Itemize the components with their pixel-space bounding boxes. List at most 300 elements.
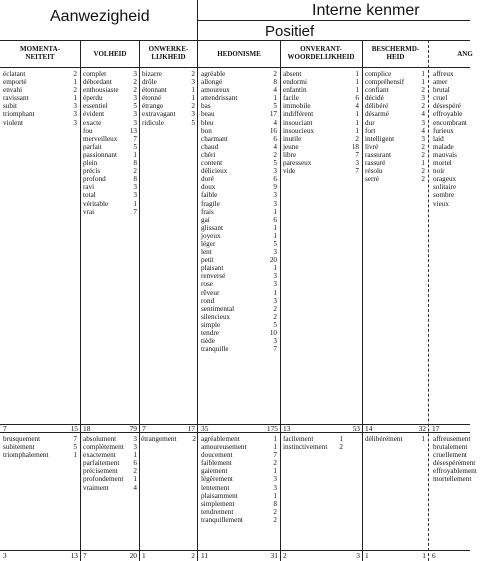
adverb-row xyxy=(3,435,77,443)
adverb-row xyxy=(201,475,277,483)
word-list-hedonisme xyxy=(201,70,277,353)
word-row xyxy=(83,167,137,175)
word-word: noir xyxy=(433,167,445,176)
adverb-count: 3 xyxy=(133,443,137,452)
word-row xyxy=(83,208,137,216)
word-count: 3 xyxy=(273,167,277,176)
word-word: inutile xyxy=(283,134,302,143)
total-momentaneiteit: 7 15 xyxy=(3,424,78,433)
word-word: mortel xyxy=(433,159,452,168)
word-row xyxy=(283,167,359,175)
word-row xyxy=(433,110,493,118)
word-word: éperdu xyxy=(83,94,103,103)
word-row xyxy=(201,127,277,135)
word-count: 2 xyxy=(191,70,195,78)
word-count: 3 xyxy=(273,296,277,305)
word-word: beau xyxy=(201,110,215,119)
word-row xyxy=(365,159,425,167)
header-aanwezigheid: Aanwezigheid xyxy=(50,8,150,25)
rule-v-5 xyxy=(362,40,363,561)
adverb-count: 3 xyxy=(133,435,137,443)
adverb-count: 2 xyxy=(273,459,277,468)
rule-v-6 xyxy=(428,40,430,561)
word-row xyxy=(433,86,493,94)
word-row xyxy=(433,143,493,151)
word-word: emporté xyxy=(3,78,27,87)
word-row xyxy=(201,256,277,264)
adverb-word: facilement xyxy=(283,435,314,443)
word-word: drôle xyxy=(142,78,157,87)
word-row xyxy=(283,119,359,127)
word-row xyxy=(283,94,359,102)
word-word: désespéré xyxy=(433,102,461,111)
word-count: 4 xyxy=(273,86,277,95)
word-count: 2 xyxy=(355,134,359,143)
adverb-count: 1 xyxy=(339,435,343,443)
word-row xyxy=(201,135,277,143)
word-word: résolu xyxy=(365,167,383,176)
word-count: 1 xyxy=(191,94,195,103)
adverb-row xyxy=(201,500,277,508)
adverb-row xyxy=(433,443,493,451)
word-word: éclatant xyxy=(3,70,26,78)
word-count: 2 xyxy=(273,304,277,313)
word-row xyxy=(201,119,277,127)
word-count: 3 xyxy=(133,110,137,119)
word-word: ravi xyxy=(83,183,95,192)
word-row xyxy=(83,151,137,159)
word-word: merveilleux xyxy=(83,134,118,143)
word-row xyxy=(3,119,77,127)
word-word: endormi xyxy=(283,78,307,87)
word-word: total xyxy=(83,191,96,200)
word-count: 3 xyxy=(73,110,77,119)
word-row xyxy=(201,248,277,256)
word-count: 1 xyxy=(421,78,425,87)
word-row xyxy=(365,86,425,94)
word-row xyxy=(201,232,277,240)
word-word: absent xyxy=(283,70,302,78)
adverb-row xyxy=(201,516,277,524)
word-word: frais xyxy=(201,207,214,216)
word-word: immobile xyxy=(283,102,311,111)
word-word: serré xyxy=(365,175,379,184)
adverb-row xyxy=(201,443,277,451)
word-word: agréable xyxy=(201,70,226,78)
word-count: 3 xyxy=(191,110,195,119)
adverb-count: 1 xyxy=(73,451,77,460)
word-word: ridicule xyxy=(142,118,164,127)
adverb-word: désespérément xyxy=(433,459,476,468)
word-count: 1 xyxy=(355,78,359,87)
word-count: 5 xyxy=(273,102,277,111)
word-word: paresseux xyxy=(283,159,312,168)
adverb-word: doucement xyxy=(201,451,233,460)
word-row xyxy=(365,110,425,118)
word-count: 2 xyxy=(73,70,77,78)
adverb-count: 1 xyxy=(273,491,277,500)
word-word: plein xyxy=(83,159,98,168)
word-word: subit xyxy=(3,102,17,111)
word-word: étonné xyxy=(142,94,162,103)
word-count: 7 xyxy=(355,150,359,159)
word-count: 5 xyxy=(273,159,277,168)
word-count: 2 xyxy=(421,175,425,184)
word-count: 1 xyxy=(273,231,277,240)
word-count: 3 xyxy=(133,118,137,127)
word-count: 8 xyxy=(273,78,277,87)
word-count: 17 xyxy=(269,110,277,119)
word-count: 3 xyxy=(273,272,277,281)
colhead-angst: ANG xyxy=(457,50,473,58)
word-count: 2 xyxy=(421,142,425,151)
word-row xyxy=(365,175,425,183)
word-word: fragile xyxy=(201,199,220,208)
word-row xyxy=(201,143,277,151)
word-row xyxy=(201,167,277,175)
word-row xyxy=(83,78,137,86)
word-count: 1 xyxy=(273,288,277,297)
word-word: facile xyxy=(283,94,299,103)
adverb-word: faiblement xyxy=(201,459,232,468)
adverb-row xyxy=(201,467,277,475)
rule-v-3 xyxy=(197,0,198,561)
word-row xyxy=(142,110,195,118)
word-word: tiède xyxy=(201,337,215,346)
adverb-word: simplement xyxy=(201,499,235,508)
word-word: bon xyxy=(201,126,212,135)
adverb-row xyxy=(433,475,493,483)
word-row xyxy=(365,94,425,102)
word-row xyxy=(201,297,277,305)
colhead-onverantwoordelijkheid: ONVERANT- WOORDELIJKHEID xyxy=(287,45,355,61)
adverb-row xyxy=(201,492,277,500)
word-row xyxy=(201,224,277,232)
word-count: 2 xyxy=(133,78,137,87)
word-row xyxy=(283,151,359,159)
adv-total-onwerkelijkheid: 1 2 xyxy=(142,551,195,560)
adverb-row xyxy=(201,435,277,443)
adverb-count: 8 xyxy=(273,499,277,508)
adverb-row xyxy=(283,443,343,451)
word-row xyxy=(83,110,137,118)
word-row xyxy=(201,151,277,159)
word-count: 2 xyxy=(273,150,277,159)
word-word: exacte xyxy=(83,118,102,127)
word-count: 16 xyxy=(269,126,277,135)
adverb-count: 7 xyxy=(73,435,77,443)
word-row xyxy=(83,119,137,127)
word-count: 1 xyxy=(133,199,137,208)
word-count: 2 xyxy=(273,70,277,78)
word-count: 1 xyxy=(355,70,359,78)
word-row xyxy=(365,135,425,143)
adverb-word: mortellement xyxy=(433,475,472,484)
adverb-row xyxy=(83,435,137,443)
word-count: 3 xyxy=(273,337,277,346)
word-row xyxy=(201,175,277,183)
adverb-count: 1 xyxy=(133,451,137,460)
word-word: jeune xyxy=(283,142,299,151)
word-word: confiant xyxy=(365,86,389,95)
rule-header-bottom xyxy=(0,40,470,41)
word-word: joyeux xyxy=(201,231,221,240)
word-count: 2 xyxy=(421,102,425,111)
word-row xyxy=(283,159,359,167)
word-word: essentiel xyxy=(83,102,108,111)
word-row xyxy=(365,78,425,86)
word-row xyxy=(142,119,195,127)
word-count: 1 xyxy=(421,70,425,78)
word-word: délicieux xyxy=(201,167,228,176)
word-word: rassuré xyxy=(365,159,386,168)
word-count: 6 xyxy=(273,175,277,184)
word-count: 1 xyxy=(191,86,195,95)
adverb-word: brusquement xyxy=(3,435,41,443)
adverb-row xyxy=(83,484,137,492)
word-word: délibéré xyxy=(365,102,389,111)
adverb-word: instinctivement xyxy=(283,443,328,452)
adverb-row xyxy=(433,467,493,475)
word-count: 1 xyxy=(273,223,277,232)
word-count: 2 xyxy=(73,86,77,95)
word-word: léger xyxy=(201,239,216,248)
word-row xyxy=(201,313,277,321)
adverb-row xyxy=(283,435,343,443)
adverb-row xyxy=(201,508,277,516)
word-word: lent xyxy=(201,248,212,257)
word-count: 3 xyxy=(133,191,137,200)
adverb-list-angst xyxy=(433,435,493,484)
adverb-word: brutalement xyxy=(433,443,468,452)
word-row xyxy=(201,94,277,102)
word-row xyxy=(201,159,277,167)
word-row xyxy=(365,127,425,135)
word-row xyxy=(142,70,195,78)
adverb-list-beschermdheid xyxy=(365,435,425,443)
adverb-word: complètement xyxy=(83,443,124,452)
word-row xyxy=(201,216,277,224)
word-word: fou xyxy=(83,126,93,135)
word-count: 7 xyxy=(133,207,137,216)
adverb-row xyxy=(83,467,137,475)
header-positief: Positief xyxy=(265,23,315,40)
word-word: bas xyxy=(201,102,211,111)
word-word: solitaire xyxy=(433,183,457,192)
word-count: 13 xyxy=(129,126,137,135)
word-row xyxy=(433,127,493,135)
word-count: 2 xyxy=(273,312,277,321)
word-row xyxy=(433,191,493,199)
word-count: 7 xyxy=(355,167,359,176)
adverb-row xyxy=(3,443,77,451)
word-word: orageux xyxy=(433,175,457,184)
word-word: simple xyxy=(201,320,221,329)
word-count: 3 xyxy=(133,94,137,103)
word-count: 7 xyxy=(273,345,277,354)
word-word: charmant xyxy=(201,134,228,143)
word-word: compréhensif xyxy=(365,78,405,87)
word-row xyxy=(83,86,137,94)
word-word: envahi xyxy=(3,86,23,95)
adverb-word: absolument xyxy=(83,435,117,443)
adverb-count: 1 xyxy=(421,435,425,443)
word-word: encombrant xyxy=(433,118,467,127)
word-row xyxy=(83,135,137,143)
word-row xyxy=(433,200,493,208)
word-word: libre xyxy=(283,150,297,159)
word-word: parfait xyxy=(83,142,102,151)
word-row xyxy=(83,102,137,110)
word-word: insoucieux xyxy=(283,126,315,135)
word-word: vide xyxy=(283,167,296,176)
word-count: 6 xyxy=(355,94,359,103)
word-count: 3 xyxy=(191,78,195,87)
adverb-word: légèrement xyxy=(201,475,233,484)
word-row xyxy=(201,191,277,199)
word-count: 4 xyxy=(421,126,425,135)
colhead-onwerkelijkheid: ONWERKE- LIJKHEID xyxy=(148,45,189,61)
adverb-word: délibérément xyxy=(365,435,403,443)
adverb-count: 1 xyxy=(133,475,137,484)
word-row xyxy=(283,70,359,78)
header-interne-kenmerken: Interne kenmer xyxy=(312,2,420,19)
word-list-momentaneiteit xyxy=(3,70,77,127)
word-row xyxy=(201,280,277,288)
word-count: 6 xyxy=(273,215,277,224)
word-row xyxy=(83,175,137,183)
word-row xyxy=(365,143,425,151)
word-word: malade xyxy=(433,142,454,151)
word-word: fort xyxy=(365,126,376,135)
word-count: 2 xyxy=(421,86,425,95)
word-list-beschermdheid xyxy=(365,70,425,183)
word-word: laid xyxy=(433,134,444,143)
word-word: ravissant xyxy=(3,94,29,103)
word-row xyxy=(433,135,493,143)
word-row xyxy=(201,272,277,280)
word-word: content xyxy=(201,159,223,168)
word-word: amer xyxy=(433,78,448,87)
word-count: 4 xyxy=(355,102,359,111)
word-count: 4 xyxy=(421,110,425,119)
word-word: enthousiaste xyxy=(83,86,119,95)
word-count: 7 xyxy=(133,134,137,143)
adverb-list-volheid xyxy=(83,435,137,492)
word-count: 10 xyxy=(269,329,277,337)
word-list-angst xyxy=(433,70,493,208)
word-word: sombre xyxy=(433,191,455,200)
adverb-word: agréablement xyxy=(201,435,240,443)
word-word: furieux xyxy=(433,126,454,135)
word-word: petit xyxy=(201,256,214,265)
word-row xyxy=(283,86,359,94)
adverb-word: triomphalement xyxy=(3,451,49,460)
word-count: 6 xyxy=(273,134,277,143)
word-word: mauvais xyxy=(433,150,457,159)
word-row xyxy=(201,240,277,248)
word-count: 3 xyxy=(273,280,277,289)
adverb-count: 1 xyxy=(273,443,277,452)
colhead-momentaneiteit: MOMENTA- NEITEIT xyxy=(20,45,60,61)
word-word: profond xyxy=(83,175,106,184)
adverb-row xyxy=(365,435,425,443)
word-row xyxy=(433,94,493,102)
adverb-count: 1 xyxy=(273,435,277,443)
word-row xyxy=(3,86,77,94)
word-word: tendre xyxy=(201,329,219,337)
adverb-row xyxy=(83,451,137,459)
adverb-row xyxy=(83,459,137,467)
word-row xyxy=(365,151,425,159)
adv-total-hedonisme: 11 31 xyxy=(201,551,278,560)
word-word: affreux xyxy=(433,70,454,78)
word-count: 1 xyxy=(355,110,359,119)
word-word: triomphant xyxy=(3,110,35,119)
word-row xyxy=(433,70,493,78)
word-word: vrai xyxy=(83,207,95,216)
rule-v-1 xyxy=(80,40,81,561)
word-count: 1 xyxy=(421,159,425,168)
word-count: 5 xyxy=(191,118,195,127)
adverb-row xyxy=(433,435,493,443)
word-row xyxy=(433,183,493,191)
total-onverantwoordelijkheid: 13 53 xyxy=(283,424,360,433)
word-word: bleu xyxy=(201,118,214,127)
adverb-count: 2 xyxy=(273,507,277,516)
word-row xyxy=(201,305,277,313)
total-onwerkelijkheid: 7 17 xyxy=(142,424,195,433)
word-list-volheid xyxy=(83,70,137,216)
adv-total-onverantwoordelijkheid: 2 3 xyxy=(283,551,360,560)
word-count: 2 xyxy=(421,167,425,176)
rule-v-4 xyxy=(280,40,281,561)
word-row xyxy=(433,167,493,175)
adverb-word: amoureusement xyxy=(201,443,247,452)
word-row xyxy=(83,143,137,151)
word-word: violent xyxy=(3,118,23,127)
word-word: vieux xyxy=(433,199,449,208)
word-row xyxy=(283,135,359,143)
adverb-word: cruellement xyxy=(433,451,467,460)
adverb-word: précisement xyxy=(83,467,118,476)
adverb-count: 5 xyxy=(73,443,77,452)
adverb-word: exactement xyxy=(83,451,116,460)
word-row xyxy=(365,119,425,127)
adverb-word: affreusement xyxy=(433,435,471,443)
colhead-beschermdheid: BESCHERMD- HEID xyxy=(371,45,420,61)
rule-colhead-bottom xyxy=(0,67,470,68)
word-row xyxy=(201,70,277,78)
word-count: 20 xyxy=(269,256,277,265)
word-word: évident xyxy=(83,110,105,119)
word-row xyxy=(433,159,493,167)
word-row xyxy=(201,329,277,337)
word-row xyxy=(3,94,77,102)
adverb-row xyxy=(83,443,137,451)
adverb-count: 3 xyxy=(273,475,277,484)
adverb-list-onwerkelijkheid xyxy=(141,435,196,443)
word-row xyxy=(283,78,359,86)
adv-total-momentaneiteit: 3 13 xyxy=(3,551,78,560)
adverb-row xyxy=(201,484,277,492)
word-word: sentimental xyxy=(201,304,235,313)
word-word: doux xyxy=(201,183,216,192)
adverb-word: profondement xyxy=(83,475,124,484)
adverb-row xyxy=(201,451,277,459)
word-count: 4 xyxy=(273,118,277,127)
word-count: 1 xyxy=(73,78,77,87)
